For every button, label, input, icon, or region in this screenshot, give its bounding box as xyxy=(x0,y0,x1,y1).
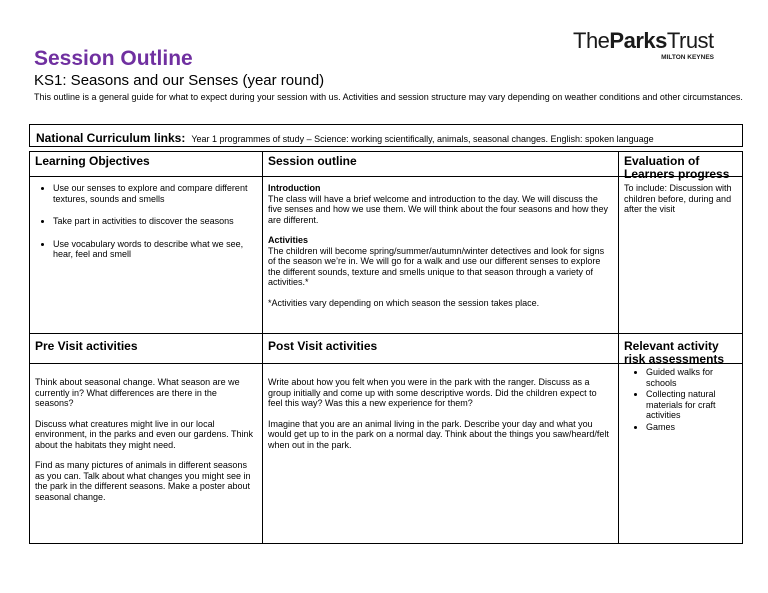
logo-the: The xyxy=(573,28,610,53)
risk-assessments-cell xyxy=(626,367,738,433)
outline-table xyxy=(29,151,743,544)
header-evaluation: Evaluation of Learners progress xyxy=(624,154,730,181)
page-subtitle: KS1: Seasons and our Senses (year round) xyxy=(34,72,325,89)
parks-trust-logo xyxy=(573,28,718,61)
activities-heading: Activities xyxy=(268,235,309,245)
pre-visit-item: Think about seasonal change. What season are we currently in? What differences are there in the seasons? xyxy=(35,377,240,408)
post-visit-item: Imagine that you are an animal living in the park. Describe your day and what you would get up to in the park on a normal day. Think about the things you saw/heard/felt when out in the park. xyxy=(268,418,609,450)
header-learning-objectives: Learning Objectives xyxy=(35,154,150,168)
row-divider xyxy=(30,333,742,334)
logo-parks: Parks xyxy=(609,28,667,53)
risk-assessment-item: • Games xyxy=(646,422,738,433)
post-visit-cell xyxy=(268,377,612,460)
introduction-text: The class will have a brief welcome and introduction to the day. We will discuss the five senses and how we use them. We will think about the four seasons and how they are different. xyxy=(268,193,609,225)
curriculum-links-box xyxy=(29,124,743,147)
header-risk-assessments: Relevant activity risk assessments xyxy=(624,339,725,366)
logo-subtitle: MILTON KEYNES xyxy=(661,54,714,61)
objectives-cell xyxy=(33,183,258,272)
logo-trust: Trust xyxy=(666,28,714,53)
page-title: Session Outline xyxy=(34,47,193,70)
header-pre-visit: Pre Visit activities xyxy=(35,339,138,353)
column-divider xyxy=(262,152,263,543)
introduction-heading: Introduction xyxy=(268,183,321,193)
objective-item: • Use vocabulary words to describe what we see, hear, feel and smell xyxy=(53,239,258,260)
pre-visit-cell xyxy=(35,377,257,512)
curriculum-label: National Curriculum links: xyxy=(36,131,186,145)
objective-item: • Take part in activities to discover the seasons xyxy=(53,216,258,227)
risk-assessment-item: • Collecting natural materials for craft activities xyxy=(646,389,738,421)
activities-text: The children will become spring/summer/autumn/winter detectives and look for signs of the season we’re in. We will go for a walk and use our different senses to explore the different sounds, texture and smells unique to that season through a variety of activities.* xyxy=(268,245,605,287)
session-outline-cell xyxy=(268,183,612,318)
evaluation-text: To include: Discussion with children before, during and after the visit xyxy=(624,183,732,214)
header-post-visit: Post Visit activities xyxy=(268,339,378,353)
risk-assessment-item: • Guided walks for schools xyxy=(646,367,738,388)
intro-text: This outline is a general guide for what to expect during your session with us. Activities and session structure may vary depending on weather conditions and other circumstances. xyxy=(34,92,743,102)
curriculum-text: Year 1 programmes of study – Science: working scientifically, animals, seasonal changes. English: spoken language xyxy=(191,134,654,144)
pre-visit-item: Discuss what creatures might live in our local environment, in the parks and even our gardens. Think about the habitats they might need. xyxy=(35,418,253,450)
column-divider xyxy=(618,152,619,543)
activities-note: *Activities vary depending on which season the session takes place. xyxy=(268,297,540,308)
header-session-outline: Session outline xyxy=(268,154,357,168)
post-visit-item: Write about how you felt when you were in the park with the ranger. Discuss as a group initially and come up with some descriptive words. Did the children expect to feel this way? Was this a new experience for them? xyxy=(268,377,597,408)
pre-visit-item: Find as many pictures of animals in different seasons as you can. Talk about what changes you might see in the park in the different seasons. Make a poster about seasonal change. xyxy=(35,460,251,502)
objective-item: • Use our senses to explore and compare different textures, sounds and smells xyxy=(53,183,258,204)
